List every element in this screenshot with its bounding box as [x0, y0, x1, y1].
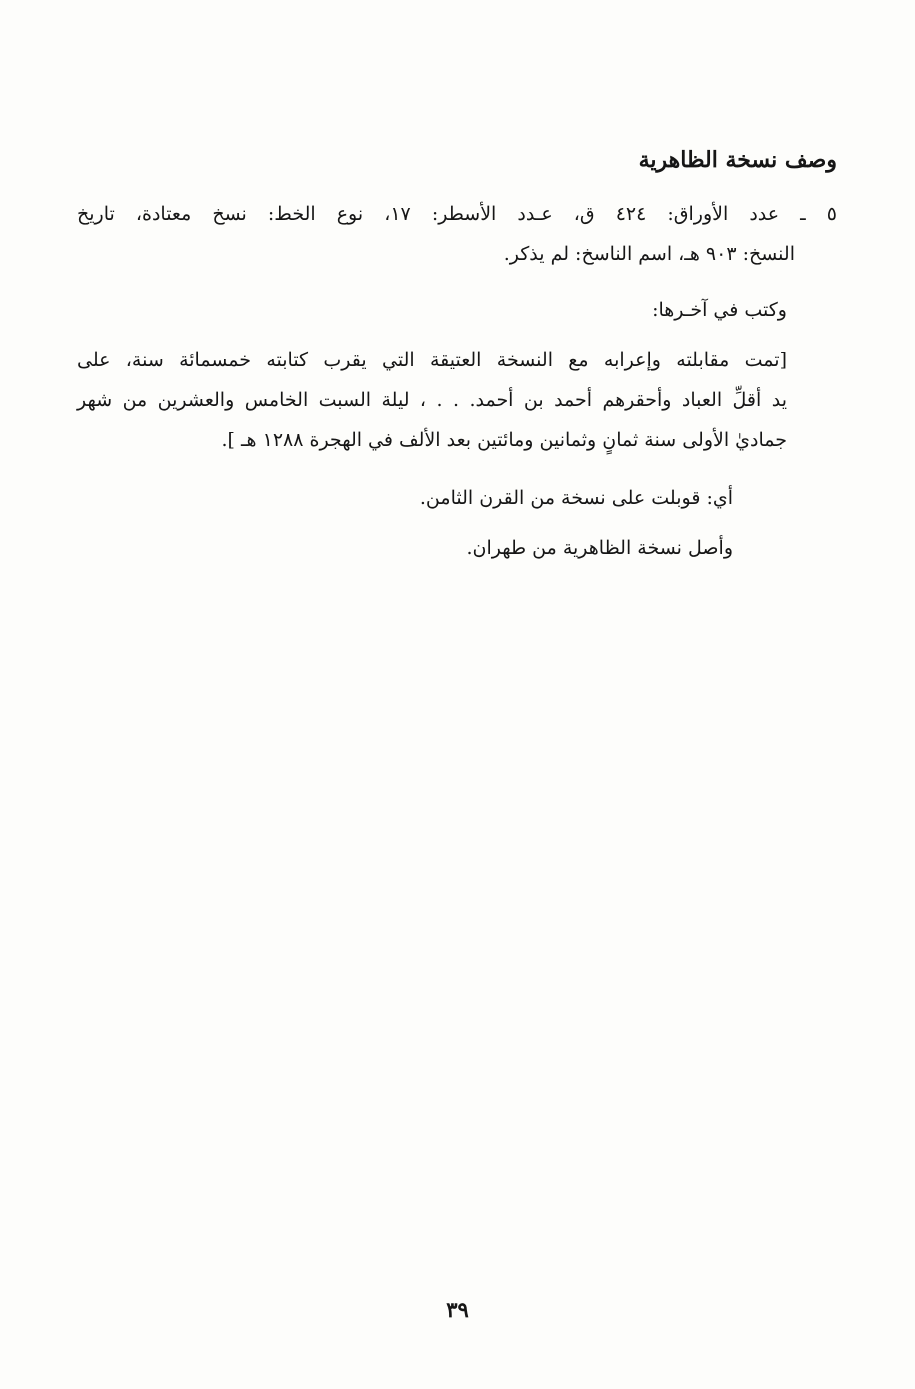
page-number: ٣٩ — [446, 1297, 469, 1322]
quote-line-3: جماديٰ الأولى سنة ثمانٍ وثمانين ومائتين بعد الألف في الهجرة ١٢٨٨ هـ ]. — [221, 429, 787, 451]
written-at-end-label: وكتب في آخـرها: — [652, 299, 787, 321]
colophon-quote — [77, 340, 787, 460]
quote-line-1: [تمت مقابلته وإعرابه مع النسخة العتيقة التي يقرب كتابته خمسمائة سنة، على — [77, 349, 787, 371]
explanation-line: أي: قوبلت على نسخة من القرن الثامن. — [419, 487, 733, 509]
item-line-1: ٥ ـ عدد الأوراق: ٤٢٤ ق، عـدد الأسطر: ١٧، نوع الخط: نسخ معتادة، تاريخ — [77, 203, 837, 225]
section-heading: وصف نسخة الظاهرية — [638, 147, 837, 173]
origin-line: وأصل نسخة الظاهرية من طهران. — [466, 537, 733, 559]
quote-line-2: يد أقلِّ العباد وأحقرهم أحمد بن أحمد. . . ، ليلة السبت الخامس والعشرين من شهر — [77, 389, 787, 411]
item-line-2: النسخ: ٩٠٣ هـ، اسم الناسخ: لم يذكر. — [503, 243, 795, 265]
manuscript-description-item — [77, 194, 837, 274]
